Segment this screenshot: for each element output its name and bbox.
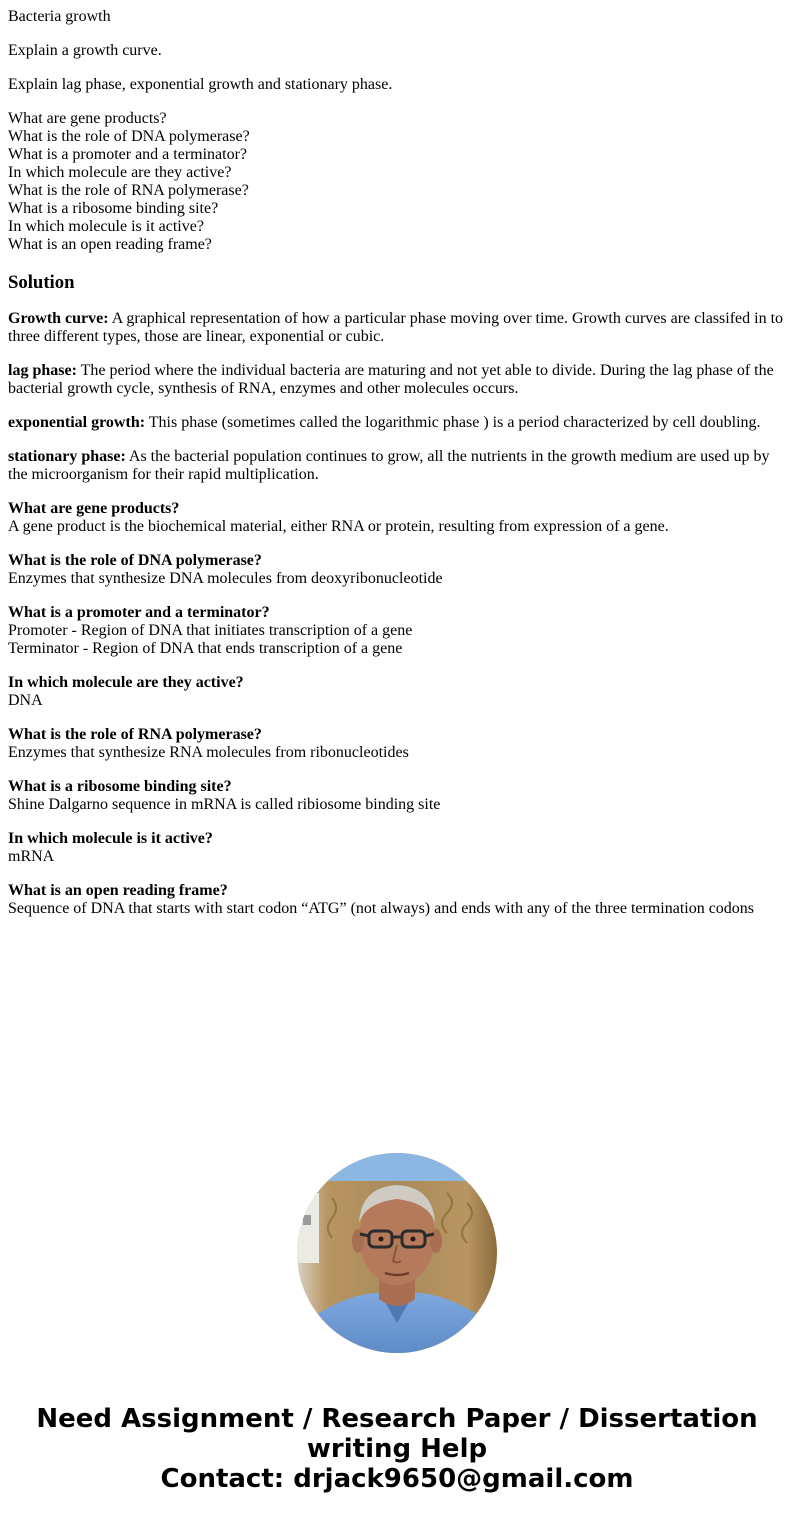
definition-stationary-phase xyxy=(8,448,786,484)
qa-answer: Shine Dalgarno sequence in mRNA is called ribiosome binding site xyxy=(8,796,441,813)
solution-heading: Solution xyxy=(8,272,75,293)
qa-answer: Enzymes that synthesize DNA molecules from deoxyribonucleotide xyxy=(8,570,443,587)
qa-question: What are gene products? xyxy=(8,500,180,517)
qa-open-reading-frame xyxy=(8,882,786,918)
promo-contact-email: Contact: drjack9650@gmail.com xyxy=(160,1464,634,1494)
qa-answer: Terminator - Region of DNA that ends transcription of a gene xyxy=(8,640,403,657)
question-list-item: What is the role of DNA polymerase? xyxy=(8,128,250,145)
qa-answer: mRNA xyxy=(8,848,55,865)
question-list-item: What are gene products? xyxy=(8,110,167,127)
qa-answer: DNA xyxy=(8,692,43,709)
qa-question: In which molecule are they active? xyxy=(8,674,244,691)
definition-exponential-growth xyxy=(8,414,786,432)
question-list-item: What is a ribosome binding site? xyxy=(8,200,219,217)
question-list xyxy=(8,110,786,254)
qa-rna-polymerase xyxy=(8,726,786,762)
qa-answer: Sequence of DNA that starts with start codon “ATG” (not always) and ends with any of the three termination codons xyxy=(8,900,755,917)
qa-question: What is an open reading frame? xyxy=(8,882,228,899)
qa-ribosome-binding-site xyxy=(8,778,786,814)
qa-question: What is a promoter and a terminator? xyxy=(8,604,270,621)
definition-term: stationary phase: xyxy=(8,448,126,465)
qa-question: In which molecule is it active? xyxy=(8,830,213,847)
qa-gene-products xyxy=(8,500,786,536)
definition-text: The period where the individual bacteria are maturing and not yet able to divide. During the lag phase of the bacterial growth cycle, synthesis of RNA, enzymes and other molecules occurs. xyxy=(8,362,774,397)
author-avatar xyxy=(297,1153,497,1353)
question-list-item: In which molecule is it active? xyxy=(8,218,204,235)
avatar-portrait-image xyxy=(297,1153,497,1353)
definition-term: lag phase: xyxy=(8,362,77,379)
definition-text: This phase (sometimes called the logarithmic phase ) is a period characterized by cell doubling. xyxy=(145,414,761,431)
qa-active-molecule-mrna xyxy=(8,830,786,866)
qa-answer: A gene product is the biochemical material, either RNA or protein, resulting from expression of a gene. xyxy=(8,518,669,535)
qa-promoter-terminator xyxy=(8,604,786,658)
qa-answer: Promoter - Region of DNA that initiates transcription of a gene xyxy=(8,622,413,639)
question-list-item: What is the role of RNA polymerase? xyxy=(8,182,249,199)
qa-question: What is a ribosome binding site? xyxy=(8,778,232,795)
definition-term: exponential growth: xyxy=(8,414,146,431)
qa-question: What is the role of RNA polymerase? xyxy=(8,726,262,743)
promo-banner xyxy=(0,1404,794,1494)
definition-text: As the bacterial population continues to grow, all the nutrients in the growth medium are used up by the microorganism for their rapid multiplication. xyxy=(8,448,770,483)
document-body xyxy=(8,8,786,934)
promo-line-service: Need Assignment / Research Paper / Dissertation xyxy=(36,1404,758,1434)
question-list-item: What is an open reading frame? xyxy=(8,236,212,253)
qa-question: What is the role of DNA polymerase? xyxy=(8,552,262,569)
qa-dna-polymerase xyxy=(8,552,786,588)
question-prompt-phases: Explain lag phase, exponential growth and stationary phase. xyxy=(8,76,393,93)
question-list-item: What is a promoter and a terminator? xyxy=(8,146,248,163)
definition-lag-phase xyxy=(8,362,786,398)
qa-active-molecule-dna xyxy=(8,674,786,710)
question-list-item: In which molecule are they active? xyxy=(8,164,232,181)
definition-growth-curve xyxy=(8,310,786,346)
promo-line-help: writing Help xyxy=(306,1434,488,1464)
definition-term: Growth curve: xyxy=(8,310,109,327)
question-prompt-growth-curve: Explain a growth curve. xyxy=(8,42,162,59)
definition-text: A graphical representation of how a particular phase moving over time. Growth curves are classifed in to three different types, those are linear, exponential or cubic. xyxy=(8,310,784,345)
qa-answer: Enzymes that synthesize RNA molecules from ribonucleotides xyxy=(8,744,409,761)
question-title: Bacteria growth xyxy=(8,8,111,25)
